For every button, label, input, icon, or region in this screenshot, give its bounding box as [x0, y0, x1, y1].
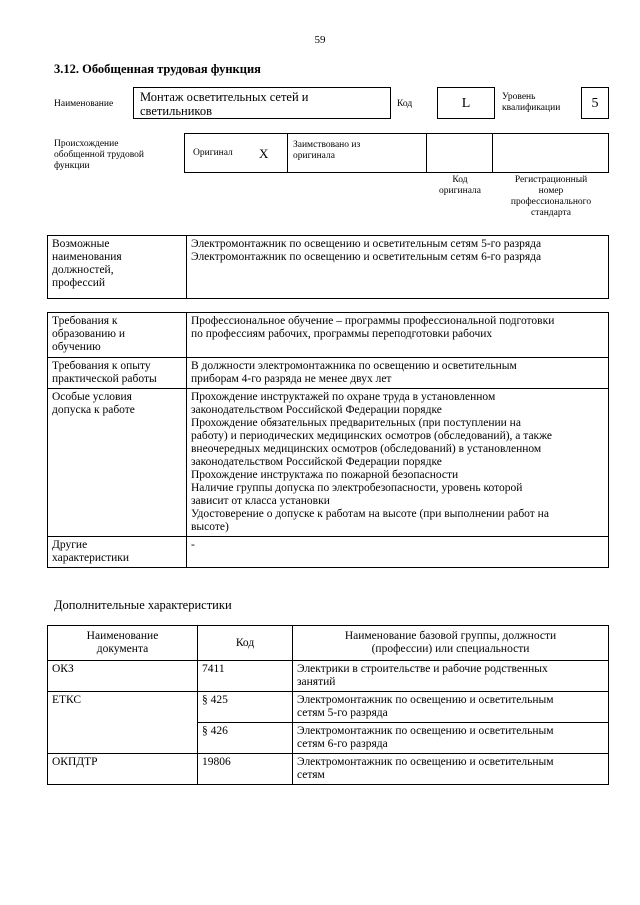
education-label-line3: обучению: [52, 341, 101, 353]
row-name-line2: сетям: [297, 769, 325, 781]
caption-reg-line1: Регистрационный: [514, 175, 588, 185]
special-line: внеочередных медицинских осмотров (обследований) в установленном: [191, 443, 542, 455]
col3-line2: (профессии) или специальности: [371, 643, 530, 655]
special-line: Прохождение инструктажей по охране труда в установленном: [191, 391, 496, 403]
row-doc: ОКЗ: [48, 661, 198, 692]
special-line: законодательством Российской Федерации порядке: [191, 456, 442, 468]
section-title: 3.12. Обобщенная трудовая функция: [54, 62, 261, 76]
additional-table: [47, 625, 609, 785]
experience-label: [48, 358, 187, 389]
original-label: Оригинал: [193, 148, 233, 158]
level-label: [502, 92, 560, 114]
level-value-box: [581, 87, 609, 119]
positions-label-line1: Возможные: [52, 238, 110, 250]
special-label-line2: допуска к работе: [52, 404, 135, 416]
special-line: Наличие группы допуска по электробезопасности, уровень которой: [191, 482, 523, 494]
positions-label-line2: наименования: [52, 251, 122, 263]
experience-value-line1: В должности электромонтажника по освещению и осветительным: [191, 360, 517, 372]
row-code: 7411: [198, 661, 293, 692]
row-name-line2: занятий: [297, 676, 336, 688]
caption-registration-number: [493, 175, 609, 219]
col-code-header: [198, 626, 293, 661]
additional-title: Дополнительные характеристики: [54, 598, 232, 612]
experience-value: [187, 358, 609, 389]
row-name-line2: сетям 5-го разряда: [297, 707, 388, 719]
special-line: Удостоверение о допуске к работам на высоте (при выполнении работ на: [191, 508, 549, 520]
code-value-box: [437, 87, 495, 119]
additional-header-row: [48, 626, 609, 661]
experience-label-line2: практической работы: [52, 373, 157, 385]
name-value-line2: светильников: [140, 104, 212, 118]
caption-reg-line4: стандарта: [531, 208, 571, 218]
table-row: [48, 754, 609, 785]
caption-code-line1: Код: [452, 175, 468, 185]
row-name-line1: Электромонтажник по освещению и осветительным: [297, 756, 554, 768]
special-conditions-row: [48, 389, 609, 537]
col1-line2: документа: [96, 643, 149, 655]
original-cell: [184, 133, 287, 173]
col-document-header: [48, 626, 198, 661]
caption-reg-line3: профессионального: [510, 197, 592, 207]
education-label: [48, 313, 187, 358]
special-line: работу) и периодических медицинских осмотров (обследований), а также: [191, 430, 553, 442]
row-name: [293, 754, 609, 785]
row-doc: ОКПДТР: [48, 754, 198, 785]
special-conditions-value: [187, 389, 609, 537]
registration-number-cell: [493, 133, 609, 173]
col3-line1: Наименование базовой группы, должности: [344, 630, 557, 642]
requirements-table: [47, 312, 609, 568]
borrowed-line1: Заимствовано из: [293, 140, 361, 150]
other-value: [187, 537, 609, 568]
special-line: зависит от класса установки: [191, 495, 330, 507]
borrowed-line2: оригинала: [293, 151, 335, 161]
caption-original-code: [430, 175, 490, 197]
special-line: высоте): [191, 521, 229, 533]
positions-table: [47, 235, 609, 299]
other-characteristics-row: [48, 537, 609, 568]
row-doc: ЕТКС: [48, 692, 198, 754]
origin-label-line1: Происхождение: [54, 139, 119, 149]
row-code: 19806: [198, 754, 293, 785]
name-value-box: [133, 87, 391, 119]
caption-reg-line2: номер: [538, 186, 564, 196]
experience-row: [48, 358, 609, 389]
row-name-line2: сетям 6-го разряда: [297, 738, 388, 750]
other-label-line1: Другие: [52, 539, 88, 551]
positions-label-line3: должностей,: [52, 264, 114, 276]
col1-line1: Наименование: [86, 630, 159, 642]
level-label-line1: Уровень: [502, 92, 536, 102]
level-value: 5: [591, 96, 599, 111]
education-label-line1: Требования к: [52, 315, 118, 327]
borrowed-cell: [287, 133, 426, 173]
positions-value: [187, 236, 609, 299]
row-name: [293, 723, 609, 754]
education-label-line2: образованию и: [52, 328, 125, 340]
origin-label: [54, 139, 144, 172]
other-value-text: -: [191, 539, 195, 551]
positions-label-line4: профессий: [52, 277, 106, 289]
special-conditions-label: [48, 389, 187, 537]
row-name-line1: Электрики в строительстве и рабочие родственных: [297, 663, 548, 675]
other-label: [48, 537, 187, 568]
original-code-cell: [426, 133, 493, 173]
special-line: Прохождение инструктажа по пожарной безопасности: [191, 469, 459, 481]
table-row: [48, 661, 609, 692]
col2-text: Код: [235, 636, 255, 649]
name-value-line1: Монтаж осветительных сетей и: [140, 90, 309, 104]
row-code: § 425: [198, 692, 293, 723]
page-number: 59: [314, 34, 326, 46]
level-label-line2: квалификации: [502, 103, 561, 113]
row-name: [293, 692, 609, 723]
special-line: законодательством Российской Федерации порядке: [191, 404, 442, 416]
experience-value-line2: приборам 4-го разряда не менее двух лет: [191, 373, 392, 385]
positions-value-line1: Электромонтажник по освещению и осветительным сетям 5-го разряда: [191, 238, 542, 250]
special-label-line1: Особые условия: [52, 391, 132, 403]
special-line: Прохождение обязательных предварительных (при поступлении на: [191, 417, 521, 429]
education-value-line1: Профессиональное обучение – программы профессиональной подготовки: [191, 315, 555, 327]
education-row: [48, 313, 609, 358]
code-value: L: [461, 96, 471, 111]
row-code: § 426: [198, 723, 293, 754]
origin-label-line2: обобщенной трудовой: [54, 150, 144, 160]
col-name-header: [293, 626, 609, 661]
name-label: Наименование: [54, 99, 114, 109]
positions-value-line2: Электромонтажник по освещению и осветительным сетям 6-го разряда: [191, 251, 542, 263]
positions-label: [48, 236, 187, 299]
original-mark: X: [259, 146, 269, 161]
row-name-line1: Электромонтажник по освещению и осветительным: [297, 725, 554, 737]
row-name: [293, 661, 609, 692]
education-value: [187, 313, 609, 358]
row-name-line1: Электромонтажник по освещению и осветительным: [297, 694, 554, 706]
caption-code-line2: оригинала: [439, 186, 481, 196]
experience-label-line1: Требования к опыту: [52, 360, 151, 372]
origin-label-line3: функции: [54, 161, 90, 171]
other-label-line2: характеристики: [52, 552, 130, 564]
education-value-line2: по профессиям рабочих, программы переподготовки рабочих: [191, 328, 493, 340]
positions-row: [48, 236, 609, 299]
code-label: Код: [397, 99, 413, 109]
table-row: [48, 692, 609, 723]
